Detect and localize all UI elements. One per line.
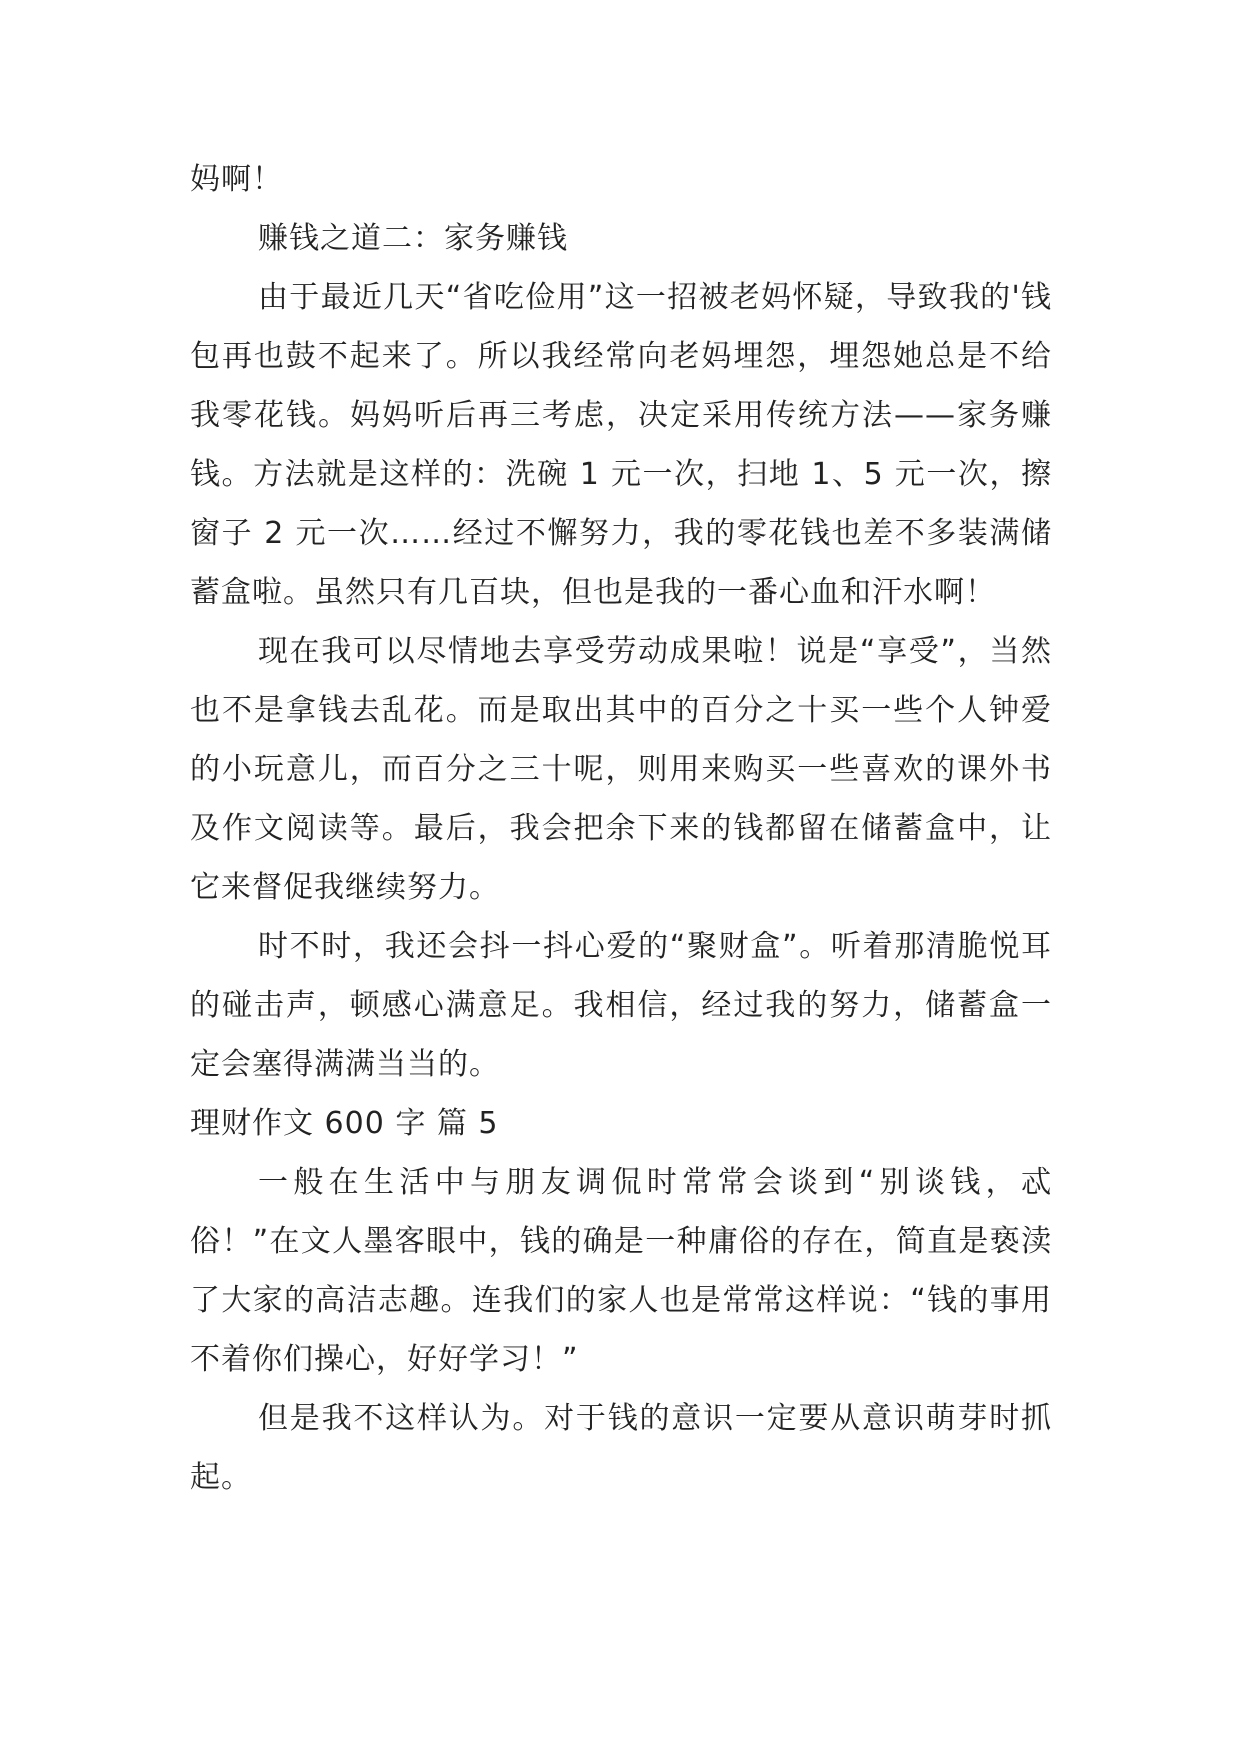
paragraph-housework-earnings: 由于最近几天“省吃俭用”这一招被老妈怀疑，导致我的'钱包再也鼓不起来了。所以我经常向老妈埋怨，埋怨她总是不给我零花钱。妈妈听后再三考虑，决定采用传统方法——家务赚钱。方法就是这样的：洗碗 1 元一次，扫地 1、5 元一次，擦窗子 2 元一次……经过不懈努力，我的零花钱也差不多装满储蓄盒啦。虽然只有几百块，但也是我的一番心血和汗水啊！ [190, 280, 1052, 610]
paragraph-savings-box: 时不时，我还会抖一抖心爱的“聚财盒”。听着那清脆悦耳的碰击声，顿感心满意足。我相信，经过我的努力，储蓄盒一定会塞得满满当当的。 [190, 929, 1052, 1082]
section-subheading-housework: 赚钱之道二：家务赚钱 [258, 221, 568, 256]
paragraph-enjoy-results: 现在我可以尽情地去享受劳动成果啦！说是“享受”，当然也不是拿钱去乱花。而是取出其中的百分之十买一些个人钟爱的小玩意儿，而百分之三十呢，则用来购买一些喜欢的课外书及作文阅读等。最后，我会把余下来的钱都留在储蓄盒中，让它来督促我继续努力。 [190, 634, 1052, 905]
paragraph-money-awareness: 但是我不这样认为。对于钱的意识一定要从意识萌芽时抓起。 [190, 1401, 1052, 1495]
paragraph-continuation: 妈啊！ [190, 162, 283, 197]
essay-heading: 理财作文 600 字 篇 5 [190, 1106, 499, 1141]
paragraph-money-talk: 一般在生活中与朋友调侃时常常会谈到“别谈钱，忒俗！”在文人墨客眼中，钱的确是一种庸俗的存在，简直是亵渎了大家的高洁志趣。连我们的家人也是常常这样说：“钱的事用不着你们操心，好好学习！” [190, 1165, 1052, 1377]
document-body [190, 150, 1052, 1507]
